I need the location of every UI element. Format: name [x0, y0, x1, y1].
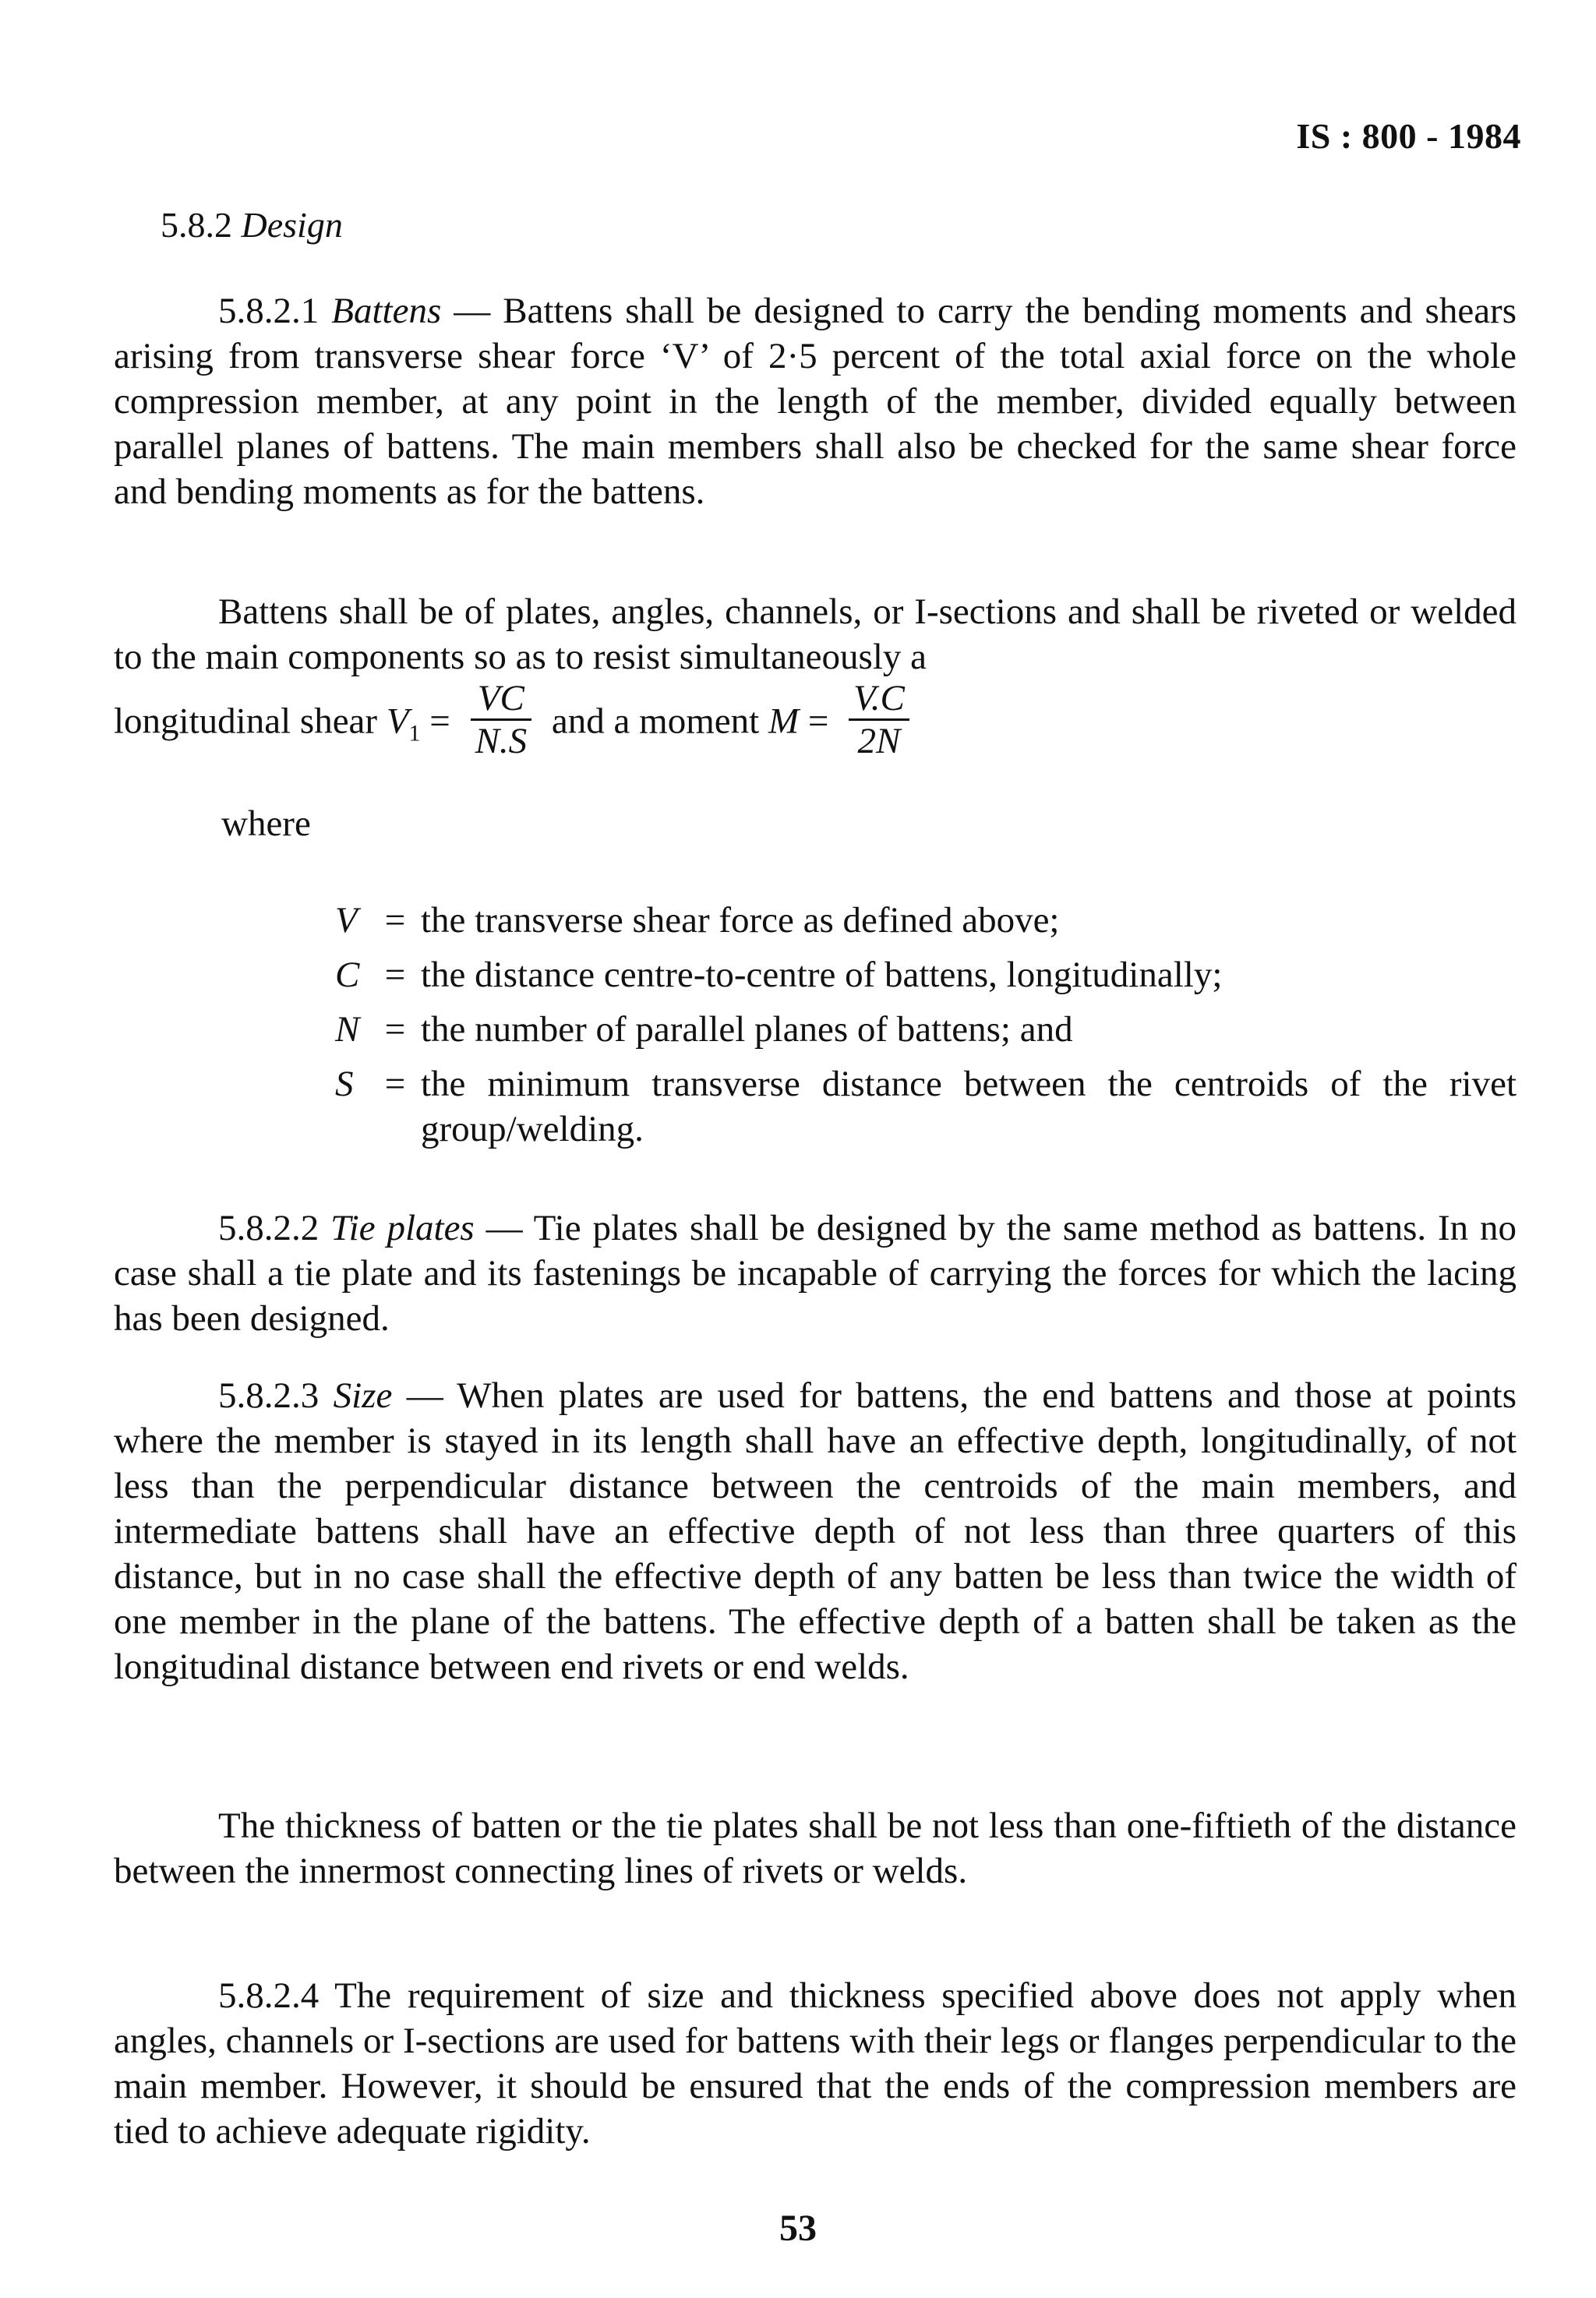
standard-code-header: IS : 800 - 1984	[1296, 116, 1521, 156]
definition-equals: =	[384, 1009, 406, 1050]
clause-battens-para-1	[114, 288, 1517, 514]
battens-material-text: Battens shall be of plates, angles, channels, or I-sections and shall be riveted or welded to the main components so as to resist simultaneously a	[114, 591, 1517, 677]
clause-number: 5.8.2.1	[218, 291, 320, 331]
m-fraction	[849, 678, 909, 761]
clause-body: — Tie plates shall be designed by the same method as battens. In no case shall a tie plate and its fastenings be incapable of carrying the forces for which the lacing has been designed.	[114, 1208, 1517, 1339]
where-label: where	[221, 803, 311, 844]
clause-title: Tie plates	[330, 1208, 475, 1248]
m-denominator: 2N	[849, 718, 909, 761]
formula-connector: and a moment	[542, 701, 768, 742]
clause-size-para-1	[114, 1373, 1517, 1689]
clause-tie-plates	[114, 1205, 1517, 1341]
v1-denominator: N.S	[471, 718, 532, 761]
definition-equals: =	[384, 1064, 406, 1104]
v1-symbol: V	[386, 701, 409, 742]
v1-numerator: VC	[477, 678, 524, 718]
clause-size-thickness-exemption	[114, 1973, 1517, 2154]
clause-body: The requirement of size and thickness specified above does not apply when angles, channels or I-sections are used for battens with their legs or flanges perpendicular to the main member. However, it should be ensured that the ends of the compression members are tied to achieve adequate rigidity.	[114, 1975, 1517, 2152]
m-equals: =	[799, 701, 839, 742]
section-title: Design	[241, 205, 343, 245]
definition-row	[335, 1057, 1517, 1152]
clause-5824-text	[114, 1973, 1517, 2154]
clause-title: Size	[333, 1375, 393, 1416]
m-numerator: V.C	[853, 678, 905, 718]
definition-equals: =	[384, 955, 406, 995]
v1-equals: =	[420, 701, 460, 742]
definition-text: the minimum transverse distance between the centroids of the rivet group/welding.	[421, 1064, 1517, 1149]
definition-text: the transverse shear force as defined above;	[421, 900, 1060, 941]
definition-row	[335, 1002, 1517, 1057]
definitions-list	[335, 893, 1517, 1152]
clause-size-para-2	[114, 1803, 1517, 1894]
clause-battens-para-2	[114, 589, 1517, 680]
clause-tie-plates-text	[114, 1205, 1517, 1341]
definition-symbol: C	[335, 955, 360, 995]
formula-lead: longitudinal shear	[114, 701, 387, 742]
definition-text: the number of parallel planes of battens; and	[421, 1009, 1073, 1050]
clause-body: — Battens shall be designed to carry the bending moments and shears arising from transverse shear force ‘V’ of 2·5 percent of the total axial force on the whole compression member, at any point in the length of the member, divided equally between parallel planes of battens. The main members shall also be checked for the same shear force and bending moments as for the battens.	[114, 291, 1517, 512]
clause-number: 5.8.2.3	[218, 1375, 320, 1416]
definition-text: the distance centre-to-centre of battens, longitudinally;	[421, 955, 1223, 995]
definition-equals: =	[384, 900, 406, 941]
clause-title: Battens	[331, 291, 442, 331]
m-symbol: M	[768, 701, 800, 742]
formula-line	[114, 678, 1517, 784]
clause-battens	[114, 288, 1517, 514]
definition-symbol: N	[335, 1009, 360, 1050]
definition-symbol: S	[335, 1064, 354, 1104]
v1-fraction	[471, 678, 532, 761]
clause-number: 5.8.2.2	[218, 1208, 320, 1248]
clause-number: 5.8.2.4	[218, 1975, 320, 2016]
section-heading	[161, 204, 343, 245]
definition-row	[335, 948, 1517, 1002]
section-number: 5.8.2	[161, 205, 232, 245]
definition-symbol: V	[335, 900, 358, 941]
page-number: 53	[779, 2208, 817, 2249]
definition-row	[335, 893, 1517, 948]
thickness-text: The thickness of batten or the tie plates shall be not less than one-fiftieth of the distance between the innermost connecting lines of rivets or welds.	[114, 1806, 1517, 1891]
clause-size	[114, 1373, 1517, 1689]
v1-subscript: 1	[408, 720, 421, 747]
clause-body: — When plates are used for battens, the end battens and those at points where the member is stayed in its length shall have an effective depth, longitudinally, of not less than the perpendicular distance between the centroids of the main members, and intermediate battens shall have an effective depth of not less than three quarters of this distance, but in no case shall the effective depth of any batten be less than twice the width of one member in the plane of the battens. The effective depth of a batten shall be taken as the longitudinal distance between end rivets or end welds.	[114, 1375, 1517, 1687]
